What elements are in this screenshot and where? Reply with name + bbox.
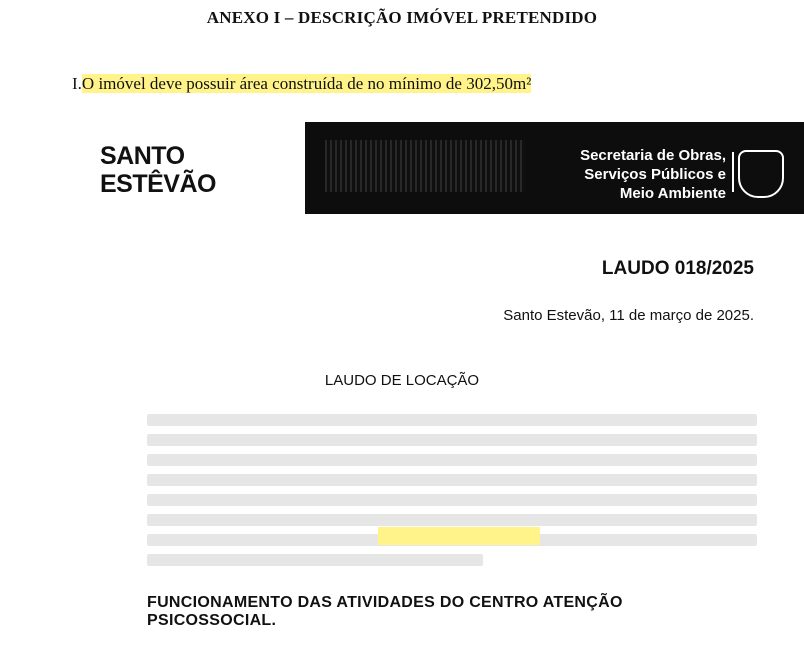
requirement-prefix: I. [72, 74, 82, 93]
body-line [147, 474, 757, 486]
crest-icon [738, 150, 784, 198]
santo-estevao-logo [94, 138, 279, 218]
secretariat-banner [305, 122, 804, 214]
body-line [147, 514, 757, 526]
requirement [72, 74, 531, 94]
banner-texture [325, 140, 525, 192]
banner-text [580, 146, 726, 203]
report-number: LAUDO 018/2025 [601, 258, 754, 279]
annex-title: ANEXO I – DESCRIÇÃO IMÓVEL PRETENDIDO [206, 8, 598, 27]
banner-divider [732, 152, 734, 192]
body-line [147, 434, 757, 446]
requirement-highlight: O imóvel deve possuir área construída de no mínimo de 302,50m² [81, 74, 532, 93]
logo-line-1: SANTO [100, 142, 185, 170]
report-date: Santo Estevão, 11 de março de 2025. [503, 307, 754, 324]
body-line [147, 494, 757, 506]
banner-line-2: Serviços Públicos e [584, 166, 726, 183]
closing-statement: FUNCIONAMENTO DAS ATIVIDADES DO CENTRO ATENÇÃO PSICOSSOCIAL. [147, 594, 623, 629]
banner-line-3: Meio Ambiente [619, 185, 726, 202]
body-line [147, 554, 483, 566]
logo-wordmark [100, 142, 216, 198]
body-highlight [378, 527, 540, 545]
banner-line-1: Secretaria de Obras, [580, 147, 726, 164]
report-subtitle: LAUDO DE LOCAÇÃO [324, 372, 480, 389]
body-line [147, 414, 757, 426]
body-line [147, 454, 757, 466]
logo-line-2: ESTÊVÃO [100, 170, 216, 198]
report-body-placeholder [147, 414, 757, 574]
